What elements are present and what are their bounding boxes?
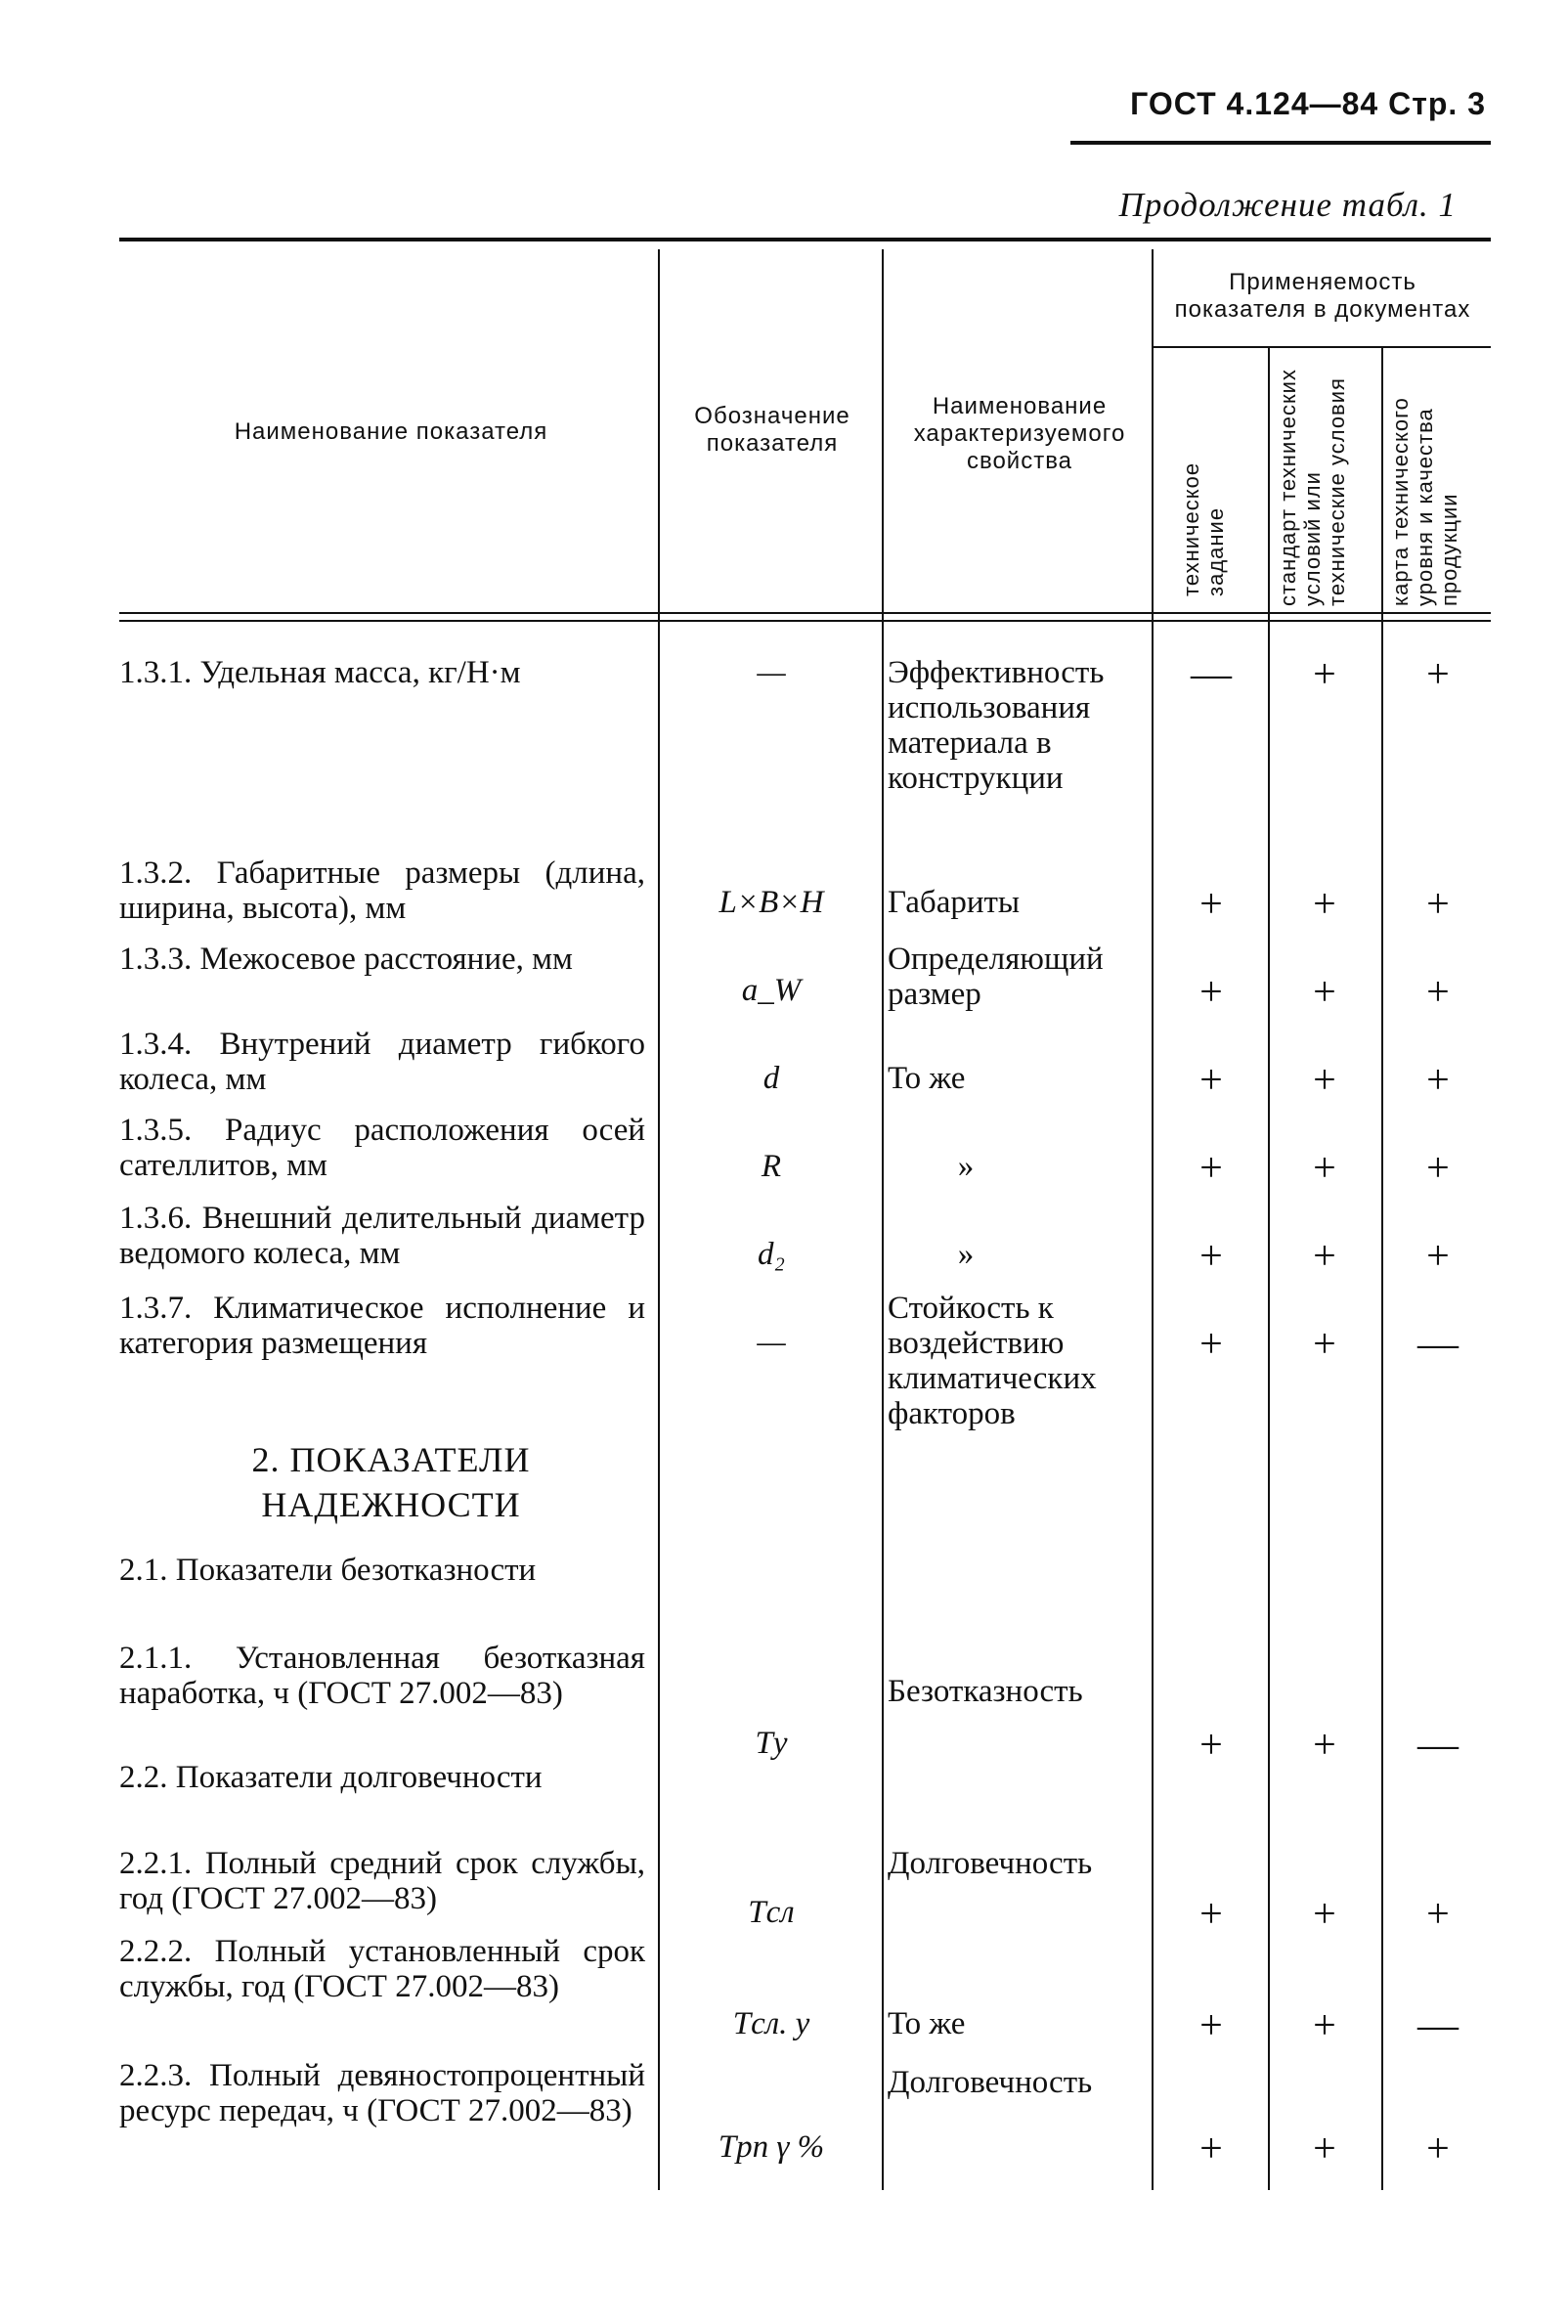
row-symbol: Tрп γ % [718,2129,825,2165]
mark-standard: + [1313,2127,1336,2171]
header-rule [1070,141,1491,145]
row-symbol: d₂ [758,1237,785,1272]
mark-standard: + [1313,1892,1336,1937]
row-name: 2.2.1. Полный средний срок службы, год (ГОСТ 27.002—83) [119,1846,645,1916]
mark-card: + [1426,1058,1450,1103]
col-header-applicability: Применяемость показателя в документах [1174,269,1471,323]
row-property: » [957,1237,975,1272]
row-property: Долговечность [888,2065,1093,2100]
mark-tz: + [1199,1723,1223,1768]
mark-card: + [1426,1146,1450,1191]
row-symbol: a_W [741,973,802,1008]
mark-card: + [1426,2127,1450,2171]
mark-standard: + [1313,652,1336,697]
col-divider-2 [882,249,884,2190]
col-header-doc-standard: стандарт технических условий или технические условия [1276,369,1349,606]
table-continuation-label: Продолжение табл. 1 [1118,186,1457,224]
row-property: Безотказность [888,1674,1083,1709]
row-property: То же [888,2006,966,2041]
mark-tz: + [1199,1322,1223,1367]
mark-standard: + [1313,1146,1336,1191]
row-name: 1.3.1. Удельная масса, кг/Н·м [119,655,521,690]
row-symbol: Tсл. у [732,2006,810,2041]
mark-standard: + [1313,882,1336,927]
row-property: Стойкость к воздействию климатических факторов [888,1291,1097,1431]
mark-card: + [1426,970,1450,1015]
mark-card: — [1417,1723,1459,1768]
row-symbol: Tу [755,1726,788,1761]
mark-tz: + [1199,1058,1223,1103]
col-header-property: Наименование характеризуемого свойства [913,393,1126,474]
mark-tz: + [1199,2127,1223,2171]
col-header-symbol: Обозначение показателя [694,403,850,457]
row-property: Долговечность [888,1846,1093,1881]
row-name: 1.3.6. Внешний делительный диаметр ведомого колеса, мм [119,1201,645,1271]
row-name: 1.3.2. Габаритные размеры (длина, ширина, высота), мм [119,855,645,926]
mark-card: + [1426,1234,1450,1279]
mark-card: + [1426,652,1450,697]
row-property: Определяющий размер [888,942,1104,1012]
col-divider-5 [1381,348,1383,2190]
table-top-rule [119,238,1491,241]
row-name: 2.1. Показатели безотказности [119,1553,537,1588]
mark-tz: + [1199,970,1223,1015]
row-name: 2.2.3. Полный девяностопроцентный ресурс передач, ч (ГОСТ 27.002—83) [119,2058,645,2128]
row-name: 1.3.3. Межосевое расстояние, мм [119,942,573,977]
mark-tz: — [1191,652,1232,697]
mark-tz: + [1199,1234,1223,1279]
col-divider-3 [1152,249,1154,2190]
mark-standard: + [1313,1723,1336,1768]
row-name: 1.3.5. Радиус расположения осей сателлитов, мм [119,1113,645,1183]
mark-standard: + [1313,1322,1336,1367]
mark-tz: + [1199,2003,1223,2048]
row-name: 1.3.7. Климатическое исполнение и категория размещения [119,1291,645,1361]
row-property: » [957,1149,975,1184]
row-name: 2.2. Показатели долговечности [119,1760,543,1795]
mark-card: — [1417,2003,1459,2048]
row-name: 1.3.4. Внутрений диаметр гибкого колеса, мм [119,1027,645,1097]
row-symbol: L×B×H [719,885,824,920]
mark-card: + [1426,1892,1450,1937]
row-symbol: Tсл [748,1895,795,1930]
header-bottom-rule-2 [119,620,1491,622]
mark-tz: + [1199,1892,1223,1937]
col-divider-4 [1268,348,1270,2190]
page-header-title: ГОСТ 4.124—84 Стр. 3 [1130,86,1486,121]
mark-card: + [1426,882,1450,927]
row-name: 2.2.2. Полный установленный срок службы, год (ГОСТ 27.002—83) [119,1934,645,2004]
col-header-doc-tz: техническое задание [1179,461,1228,596]
row-property: Эффективность использования материала в конструкции [888,655,1105,796]
mark-standard: + [1313,2003,1336,2048]
mark-standard: + [1313,1234,1336,1279]
col-header-doc-card: карта технического уровня и качества продукции [1388,397,1461,606]
row-symbol: — [757,655,786,690]
mark-standard: + [1313,1058,1336,1103]
row-symbol: d [762,1061,780,1096]
row-symbol: — [757,1325,786,1360]
header-bottom-rule-1 [119,612,1491,614]
row-name: 2.1.1. Установленная безотказная наработка, ч (ГОСТ 27.002—83) [119,1641,645,1711]
mark-tz: + [1199,882,1223,927]
mark-standard: + [1313,970,1336,1015]
row-property: Габариты [888,885,1021,920]
col-header-name: Наименование показателя [234,418,548,445]
mark-tz: + [1199,1146,1223,1191]
row-symbol: R [761,1149,782,1184]
section-heading: 2. ПОКАЗАТЕЛИ НАДЕЖНОСТИ [251,1440,531,1524]
row-property: То же [888,1061,966,1096]
applicability-subrule [1154,346,1491,348]
col-divider-1 [658,249,660,2190]
mark-card: — [1417,1322,1459,1367]
